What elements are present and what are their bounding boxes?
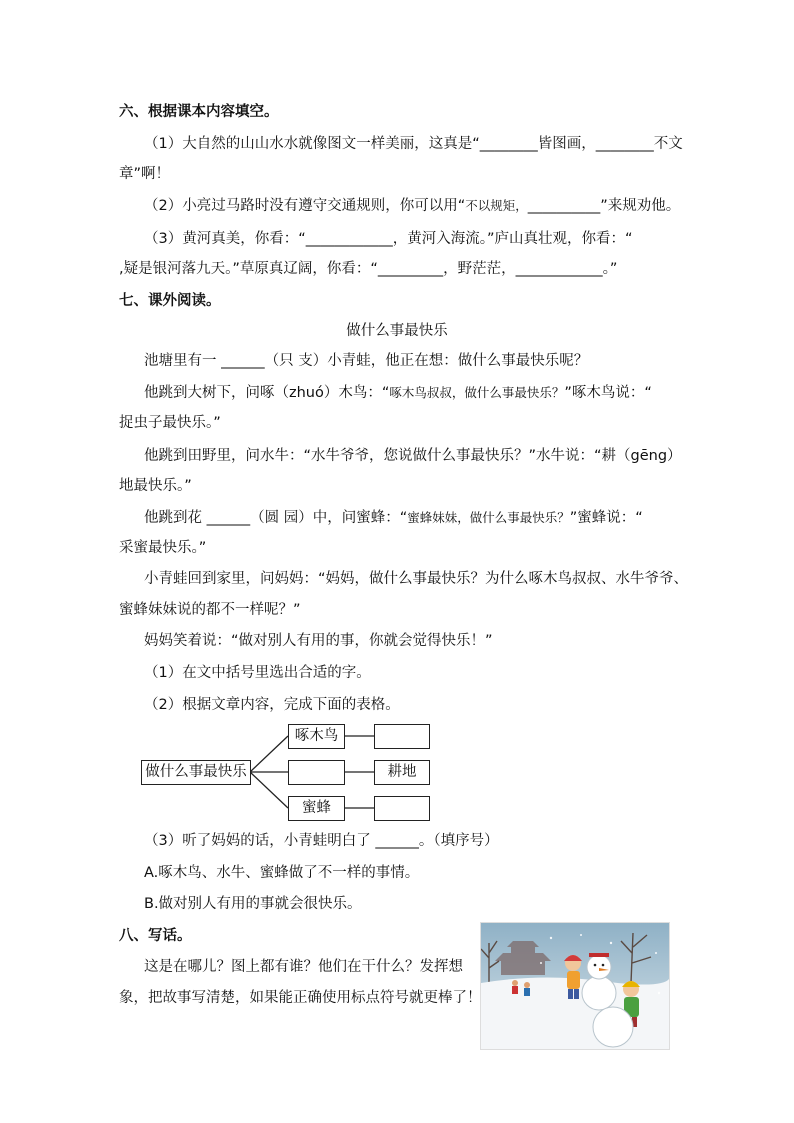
option-b: B.做对别人有用的事就会很快乐。 <box>144 896 362 912</box>
story-p4-line2: 采蜜最快乐。” <box>119 540 207 556</box>
q6-3-line2: ,疑是银河落九天。”草原真辽阔，你看：“_________，野茫茫，____________。” <box>119 261 618 277</box>
snowman-illustration <box>480 922 670 1050</box>
section-6-heading: 六、根据课本内容填空。 <box>119 104 279 120</box>
story-title: 做什么事最快乐 <box>346 323 448 339</box>
story-p4-line1: 他跳到花 ______（圆 园）中，问蜜蜂：“蜜蜂妹妹，做什么事最快乐？”蜜蜂说：“ <box>144 510 643 526</box>
story-p3-line2: 地最快乐。” <box>119 478 192 494</box>
diagram-root-box: 做什么事最快乐 <box>141 760 251 785</box>
option-a: A.啄木鸟、水牛、蜜蜂做了不一样的事情。 <box>144 865 420 881</box>
diagram-bee-answer-box[interactable] <box>374 796 430 821</box>
q7-3: （3）听了妈妈的话，小青蛙明白了 ______。（填序号） <box>144 833 499 849</box>
section-8-heading: 八、写话。 <box>119 928 192 944</box>
story-p5-line2: 蜜蜂妹妹说的都不一样呢？” <box>119 602 301 618</box>
story-p1: 池塘里有一 ______（只 支）小青蛙，他正在想：做什么事最快乐呢？ <box>144 353 589 369</box>
story-p2-line1: 他跳到大树下，问啄（zhuó）木鸟：“啄木鸟叔叔，做什么事最快乐？”啄木鸟说：“ <box>144 385 652 401</box>
story-p5-line1: 小青蛙回到家里，问妈妈：“妈妈，做什么事最快乐？为什么啄木鸟叔叔、水牛爷爷、 <box>144 571 689 587</box>
writing-prompt-line2: 象，把故事写清楚，如果能正确使用标点符号就更棒了！ <box>119 990 482 1006</box>
diagram-woodpecker-box: 啄木鸟 <box>288 724 345 749</box>
diagram-bee-box: 蜜蜂 <box>288 796 345 821</box>
diagram-buffalo-answer-box[interactable] <box>288 760 345 785</box>
snow-scene-image <box>481 923 669 1049</box>
story-p6: 妈妈笑着说：“做对别人有用的事，你就会觉得快乐！” <box>144 633 493 649</box>
diagram-plowing-box: 耕地 <box>374 760 430 785</box>
q6-1-line2: 章”啊！ <box>119 166 171 182</box>
q6-1-line1: （1）大自然的山山水水就像图文一样美丽，这真是“________皆图画，________不文 <box>144 136 683 152</box>
section-7-heading: 七、课外阅读。 <box>119 293 221 309</box>
q6-2-line: （2）小亮过马路时没有遵守交通规则，你可以用“不以规矩，__________”来规劝他。 <box>144 198 681 214</box>
writing-prompt-line1: 这是在哪儿？图上都有谁？他们在干什么？发挥想 <box>144 959 463 975</box>
q6-3-line1: （3）黄河真美，你看：“____________，黄河入海流。”庐山真壮观，你看：“ <box>144 231 633 247</box>
diagram-woodpecker-answer-box[interactable] <box>374 724 430 749</box>
q7-1: （1）在文中括号里选出合适的字。 <box>144 665 371 681</box>
story-p2-line2: 捉虫子最快乐。” <box>119 415 221 431</box>
story-p3-line1: 他跳到田野里，问水牛：“水牛爷爷，您说做什么事最快乐？”水牛说：“耕（gēng） <box>144 448 682 464</box>
q7-2: （2）根据文章内容，完成下面的表格。 <box>144 697 400 713</box>
